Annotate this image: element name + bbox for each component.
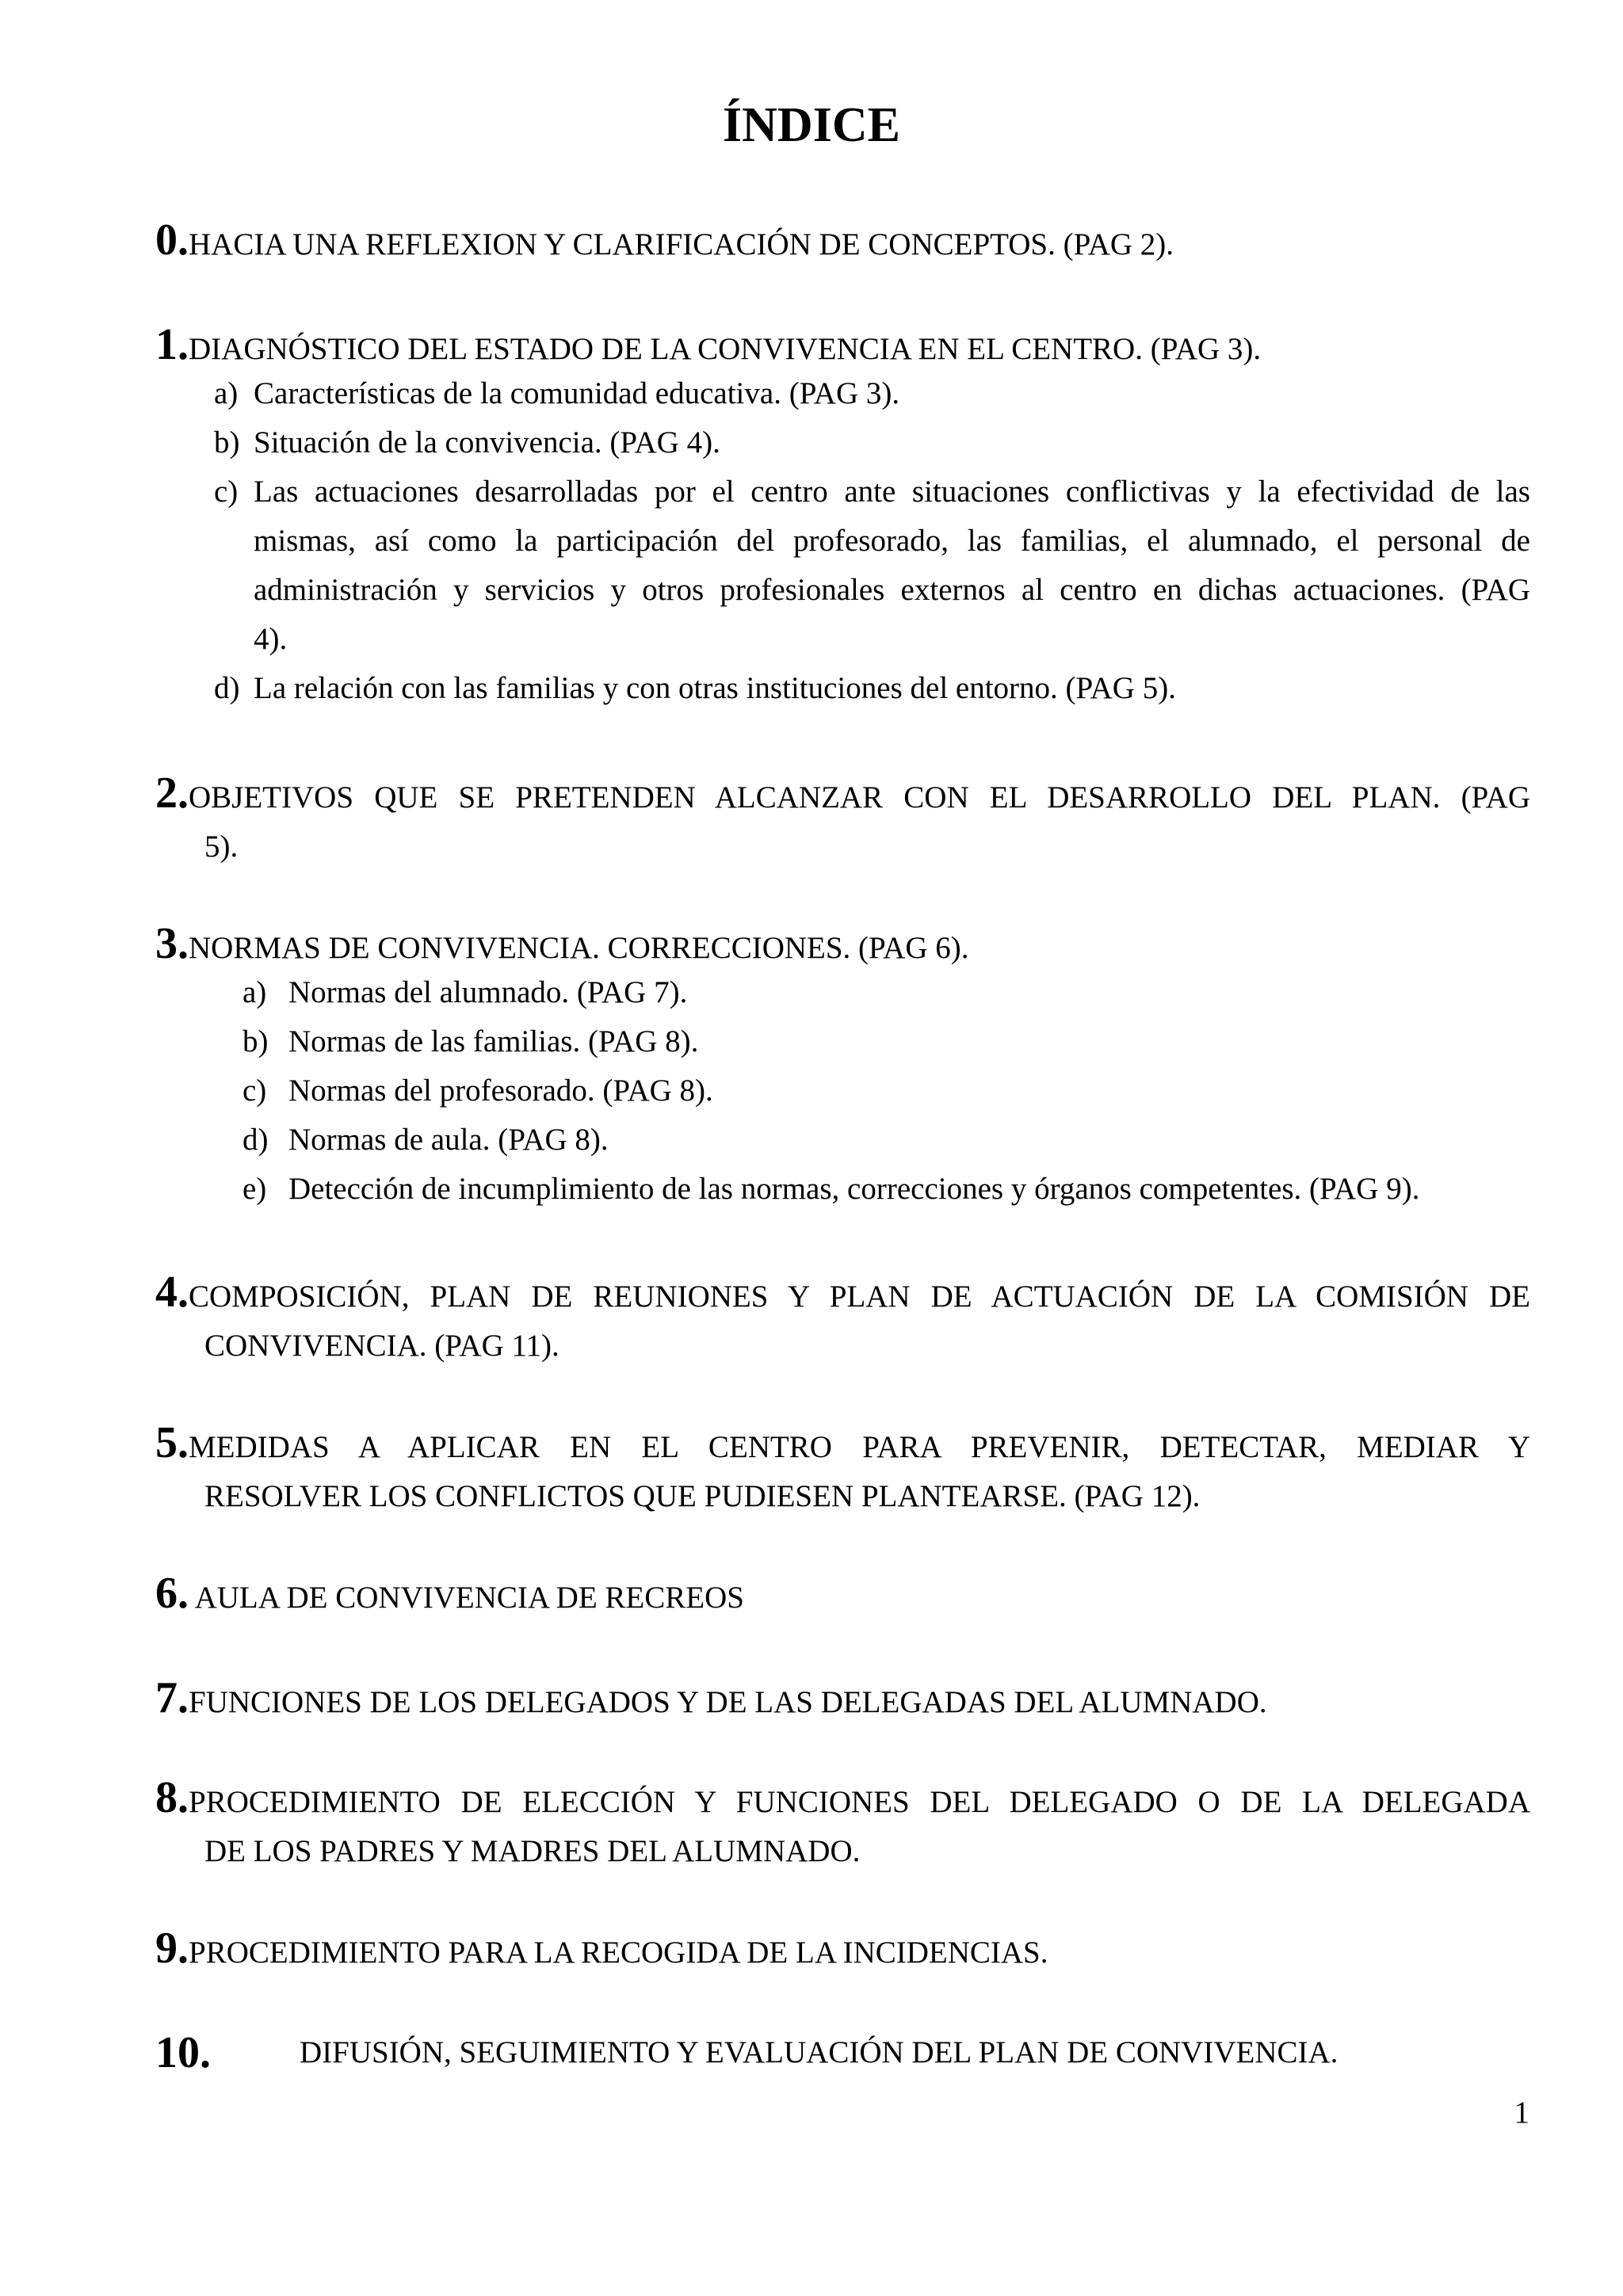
toc-entry-number: 9. [155,1924,189,1973]
toc-entry-2 [155,769,1530,871]
subentry-letter: b) [242,1024,269,1058]
subentry-letter: a) [214,376,239,410]
toc-entry-text: PROCEDIMIENTO PARA LA RECOGIDA DE LA INCIDENCIAS. [189,1936,1048,1970]
page-number: 1 [1514,2096,1529,2130]
subentry-letter: e) [242,1172,267,1206]
subentry-letter: c) [214,475,239,509]
toc-entry-number: 0. [155,215,189,265]
toc-entry-text: DIAGNÓSTICO DEL ESTADO DE LA CONVIVENCIA EN EL CENTRO. (PAG 3). [189,332,1262,366]
toc-entry-number: 6. [155,1569,189,1618]
toc-entry-1 [155,320,1530,374]
toc-entry-text: FUNCIONES DE LOS DELEGADOS Y DE LAS DELEGADAS DEL ALUMNADO. [189,1685,1267,1719]
toc-subentry-1c-text [254,467,1530,664]
subentry-text: Características de la comunidad educativa. (PAG 3). [254,376,900,410]
subentry-text: Normas de aula. (PAG 8). [288,1123,609,1157]
toc-entry-number: 3. [155,919,189,968]
toc-entry-text: PROCEDIMIENTO DE ELECCIÓN Y FUNCIONES DEL DELEGADO O DE LA DELEGADA [189,1785,1530,1819]
toc-entry-number: 4. [155,1268,189,1317]
toc-entry-continuation: 5). [204,830,239,864]
toc-entry-text: COMPOSICIÓN, PLAN DE REUNIONES Y PLAN DE ACTUACIÓN DE LA COMISIÓN DE [189,1280,1530,1314]
toc-entry-6 [155,1569,1530,1623]
toc-entry-5 [155,1418,1530,1521]
toc-entry-4 [155,1268,1530,1371]
toc-entry-number: 1. [155,320,189,369]
subentry-letter: d) [214,671,240,705]
toc-entry-8 [155,1773,1530,1876]
toc-entry-7 [155,1673,1530,1727]
toc-entry-text: HACIA UNA REFLEXION Y CLARIFICACIÓN DE CONCEPTOS. (PAG 2). [189,227,1174,261]
subentry-line: Las actuaciones desarrolladas por el centro ante situaciones conflictivas y la efectividad de las [254,475,1530,509]
subentry-text: Normas del alumnado. (PAG 7). [288,975,688,1009]
subentry-text: La relación con las familias y con otras instituciones del entorno. (PAG 5). [254,671,1176,705]
toc-entry-first-line [155,1418,1530,1472]
toc-entry-text: AULA DE CONVIVENCIA DE RECREOS [189,1581,744,1615]
toc-entry-number: 5. [155,1418,189,1467]
toc-entry-text: OBJETIVOS QUE SE PRETENDEN ALCANZAR CON EL DESARROLLO DEL PLAN. (PAG [189,780,1530,814]
subentry-letter: b) [214,425,240,460]
subentry-letter: c) [242,1074,267,1108]
subentry-text: Normas del profesorado. (PAG 8). [288,1074,713,1108]
toc-entry-continuation: CONVIVENCIA. (PAG 11). [204,1329,559,1363]
subentry-text: Normas de las familias. (PAG 8). [288,1024,699,1058]
subentry-text: Detección de incumplimiento de las normas, correcciones y órganos competentes. (PAG 9). [288,1172,1420,1206]
toc-entry-10-number: 10. [155,2028,211,2077]
subentry-text: Situación de la convivencia. (PAG 4). [254,425,720,460]
toc-entry-text: NORMAS DE CONVIVENCIA. CORRECCIONES. (PAG 6). [189,931,969,965]
subentry-letter: a) [242,975,267,1009]
page-title: ÍNDICE [723,98,900,152]
toc-entry-number: 2. [155,769,189,818]
toc-entry-continuation: RESOLVER LOS CONFLICTOS QUE PUDIESEN PLANTEARSE. (PAG 12). [204,1479,1201,1513]
subentry-line: 4). [254,622,288,656]
toc-entry-9 [155,1924,1530,1978]
toc-entry-first-line [155,769,1530,822]
toc-entry-first-line [155,1268,1530,1322]
subentry-line: mismas, así como la participación del profesorado, las familias, el alumnado, el personal de [254,524,1530,558]
toc-entry-number: 7. [155,1673,189,1722]
subentry-letter: d) [242,1123,269,1157]
toc-entry-continuation: DE LOS PADRES Y MADRES DEL ALUMNADO. [204,1834,861,1868]
toc-entry-first-line [155,1773,1530,1827]
toc-entry-3 [155,919,1530,973]
subentry-line: administración y servicios y otros profesionales externos al centro en dichas actuaciones. (PAG [254,573,1530,607]
toc-entry-10-text: DIFUSIÓN, SEGUIMIENTO Y EVALUACIÓN DEL PLAN DE CONVIVENCIA. [300,2035,1338,2069]
toc-entry-0 [155,215,1530,269]
toc-entry-number: 8. [155,1773,189,1822]
toc-entry-text: MEDIDAS A APLICAR EN EL CENTRO PARA PREVENIR, DETECTAR, MEDIAR Y [189,1430,1530,1464]
